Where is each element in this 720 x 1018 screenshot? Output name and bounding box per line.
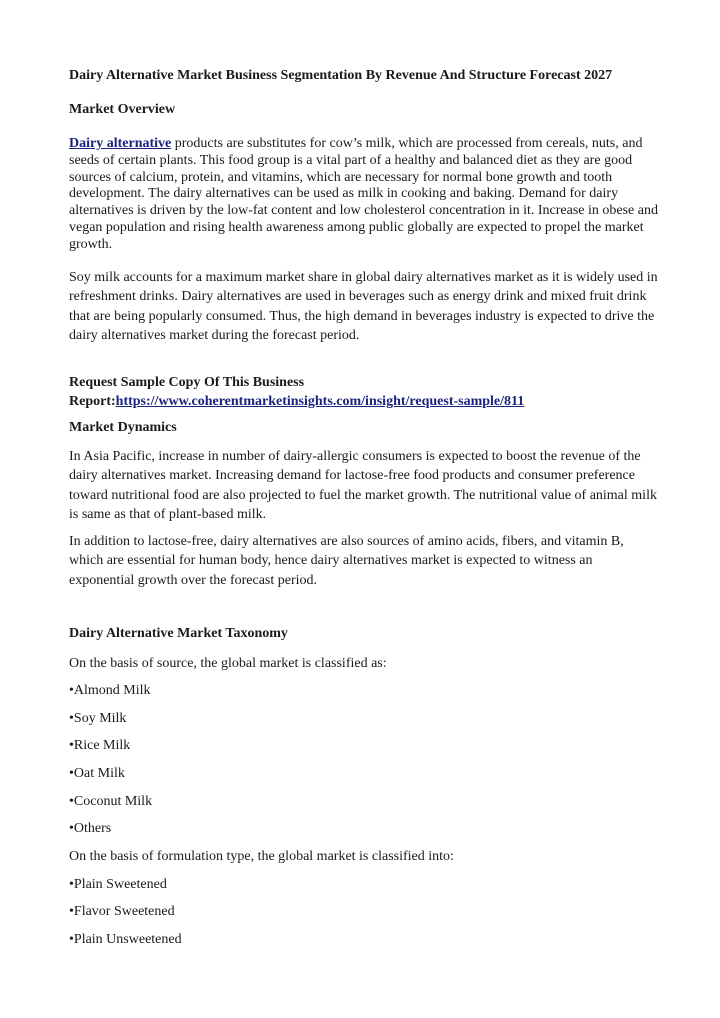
list-item: •Soy Milk (69, 711, 127, 726)
dairy-alternative-link[interactable]: Dairy alternative (69, 136, 172, 151)
list-item: •Others (69, 821, 112, 836)
market-overview-heading: Market Overview (69, 102, 176, 117)
market-overview-paragraph-1-text: products are substitutes for cow’s milk, which are processed from cereals, nuts, and seeds of certain plants. This food group is a vital part of a healthy and balanced diet as they are good sources of calcium, protein, and vitamins, which are necessary for normal bone growth and tooth development. The dairy alternatives can be used as milk in cooking and baking. Demand for dairy alternatives is driven by the low-fat content and low cholesterol concentration in it. Increase in obese and vegan population and rising health awareness among public globally are expected to propel the market growth. (69, 136, 658, 252)
list-item: •Rice Milk (69, 738, 131, 753)
list-item: •Coconut Milk (69, 794, 153, 809)
request-sample-line-1: Request Sample Copy Of This Business (69, 375, 305, 390)
taxonomy-heading: Dairy Alternative Market Taxonomy (69, 626, 288, 641)
list-item: •Oat Milk (69, 766, 125, 781)
document-title: Dairy Alternative Market Business Segmentation By Revenue And Structure Forecast 2027 (69, 68, 613, 83)
request-sample-block (69, 373, 524, 411)
list-item: •Almond Milk (69, 683, 151, 698)
list-item: •Flavor Sweetened (69, 904, 175, 919)
request-sample-line-2 (69, 392, 524, 411)
market-dynamics-paragraph-2: In addition to lactose-free, dairy alternatives are also sources of amino acids, fibers, and vitamin B, which are essential for human body, hence dairy alternatives market is expected to witness an exponential growth over the forecast period. (69, 534, 624, 588)
market-dynamics-heading: Market Dynamics (69, 420, 177, 435)
market-dynamics-paragraph-1: In Asia Pacific, increase in number of dairy-allergic consumers is expected to boost the revenue of the dairy alternatives market. Increasing demand for lactose-free food products and consumer preference toward nutritional food are also projected to fuel the market growth. The nutritional value of animal milk is same as that of plant-based milk. (69, 449, 657, 522)
list-item: •Plain Unsweetened (69, 932, 182, 947)
source-intro: On the basis of source, the global market is classified as: (69, 656, 387, 671)
request-sample-prefix: Report: (69, 394, 116, 409)
market-overview-paragraph-1 (69, 136, 659, 254)
list-item: •Plain Sweetened (69, 877, 167, 892)
market-overview-paragraph-2: Soy milk accounts for a maximum market share in global dairy alternatives market as it is widely used in refreshment drinks. Dairy alternatives are used in beverages such as energy drink and mixed fruit drink that are being popularly consumed. Thus, the high demand in beverages industry is expected to drive the dairy alternatives market during the forecast period. (69, 270, 658, 343)
request-sample-link[interactable]: https://www.coherentmarketinsights.com/insight/request-sample/811 (115, 394, 525, 409)
formulation-intro: On the basis of formulation type, the global market is classified into: (69, 849, 454, 864)
